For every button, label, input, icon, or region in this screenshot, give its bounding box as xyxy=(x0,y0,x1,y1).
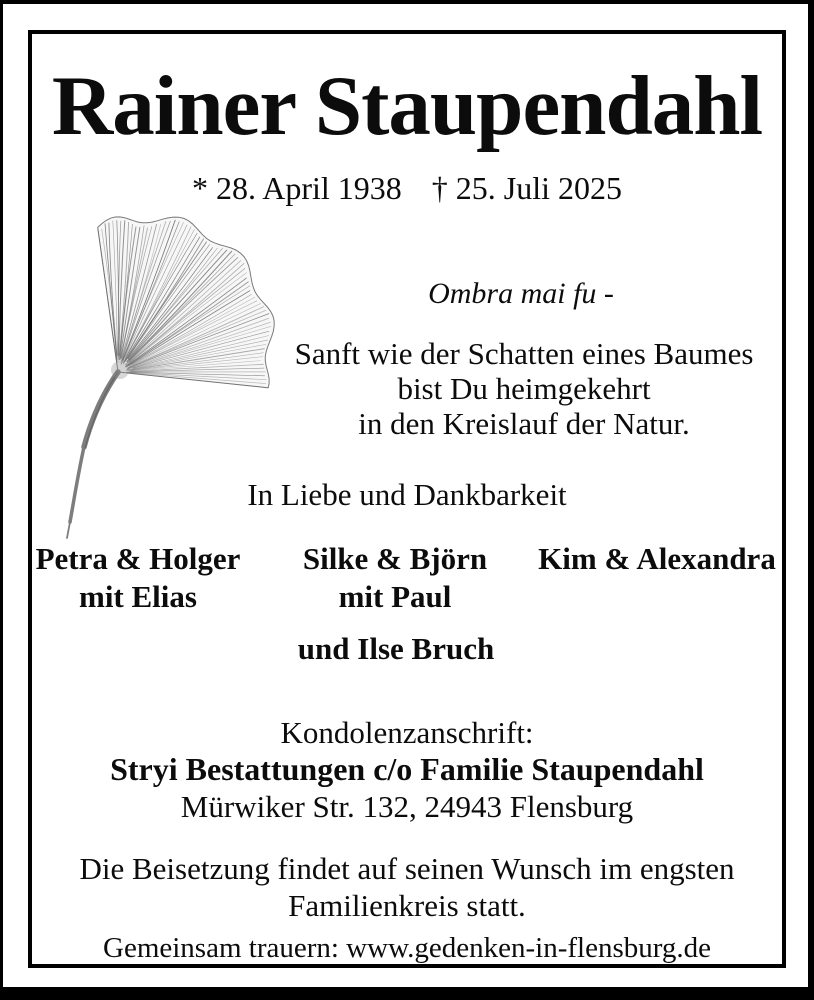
life-dates xyxy=(0,172,814,204)
additional-mourner: und Ilse Bruch xyxy=(297,631,495,666)
mourner-names: Petra & Holger xyxy=(35,541,241,576)
leaf-apex-shading xyxy=(111,361,129,379)
mourner-column-1 xyxy=(14,540,262,616)
verse-line: in den Kreislauf der Natur. xyxy=(358,406,690,441)
death-date: † 25. Juli 2025 xyxy=(431,170,622,206)
mourner-names: Silke & Björn xyxy=(302,541,488,576)
quote-line: Ombra mai fu - xyxy=(428,277,614,310)
burial-line: Familienkreis statt. xyxy=(288,888,526,923)
mourner-column-3 xyxy=(527,540,787,578)
leaf-stem-tip xyxy=(67,522,70,538)
outer-frame-top xyxy=(0,0,814,4)
verse-block xyxy=(224,336,814,441)
memorial-website-line: Gemeinsam trauern: www.gedenken-in-flensburg.de xyxy=(103,932,711,964)
mourner-column-2 xyxy=(280,540,510,616)
burial-line: Die Beisetzung findet auf seinen Wunsch im engsten xyxy=(79,851,735,886)
birth-date: * 28. April 1938 xyxy=(191,170,402,206)
condolence-recipient: Stryi Bestattungen c/o Familie Staupendahl xyxy=(110,751,704,787)
verse-line: Sanft wie der Schatten eines Baumes xyxy=(294,336,754,371)
mourner-addendum: mit Elias xyxy=(79,579,197,614)
mourner-names: Kim & Alexandra xyxy=(538,541,776,576)
condolence-address: Mürwiker Str. 132, 24943 Flensburg xyxy=(180,789,634,824)
mourner-addendum: mit Paul xyxy=(338,579,452,614)
burial-note xyxy=(0,850,814,924)
verse-line: bist Du heimgekehrt xyxy=(397,371,651,406)
condolence-label: Kondolenzanschrift: xyxy=(280,715,534,750)
tribute-line: In Liebe und Dankbarkeit xyxy=(247,477,567,512)
condolence-block xyxy=(0,714,814,825)
deceased-name: Rainer Staupendahl xyxy=(51,59,763,153)
outer-frame-bottom xyxy=(0,987,814,1000)
